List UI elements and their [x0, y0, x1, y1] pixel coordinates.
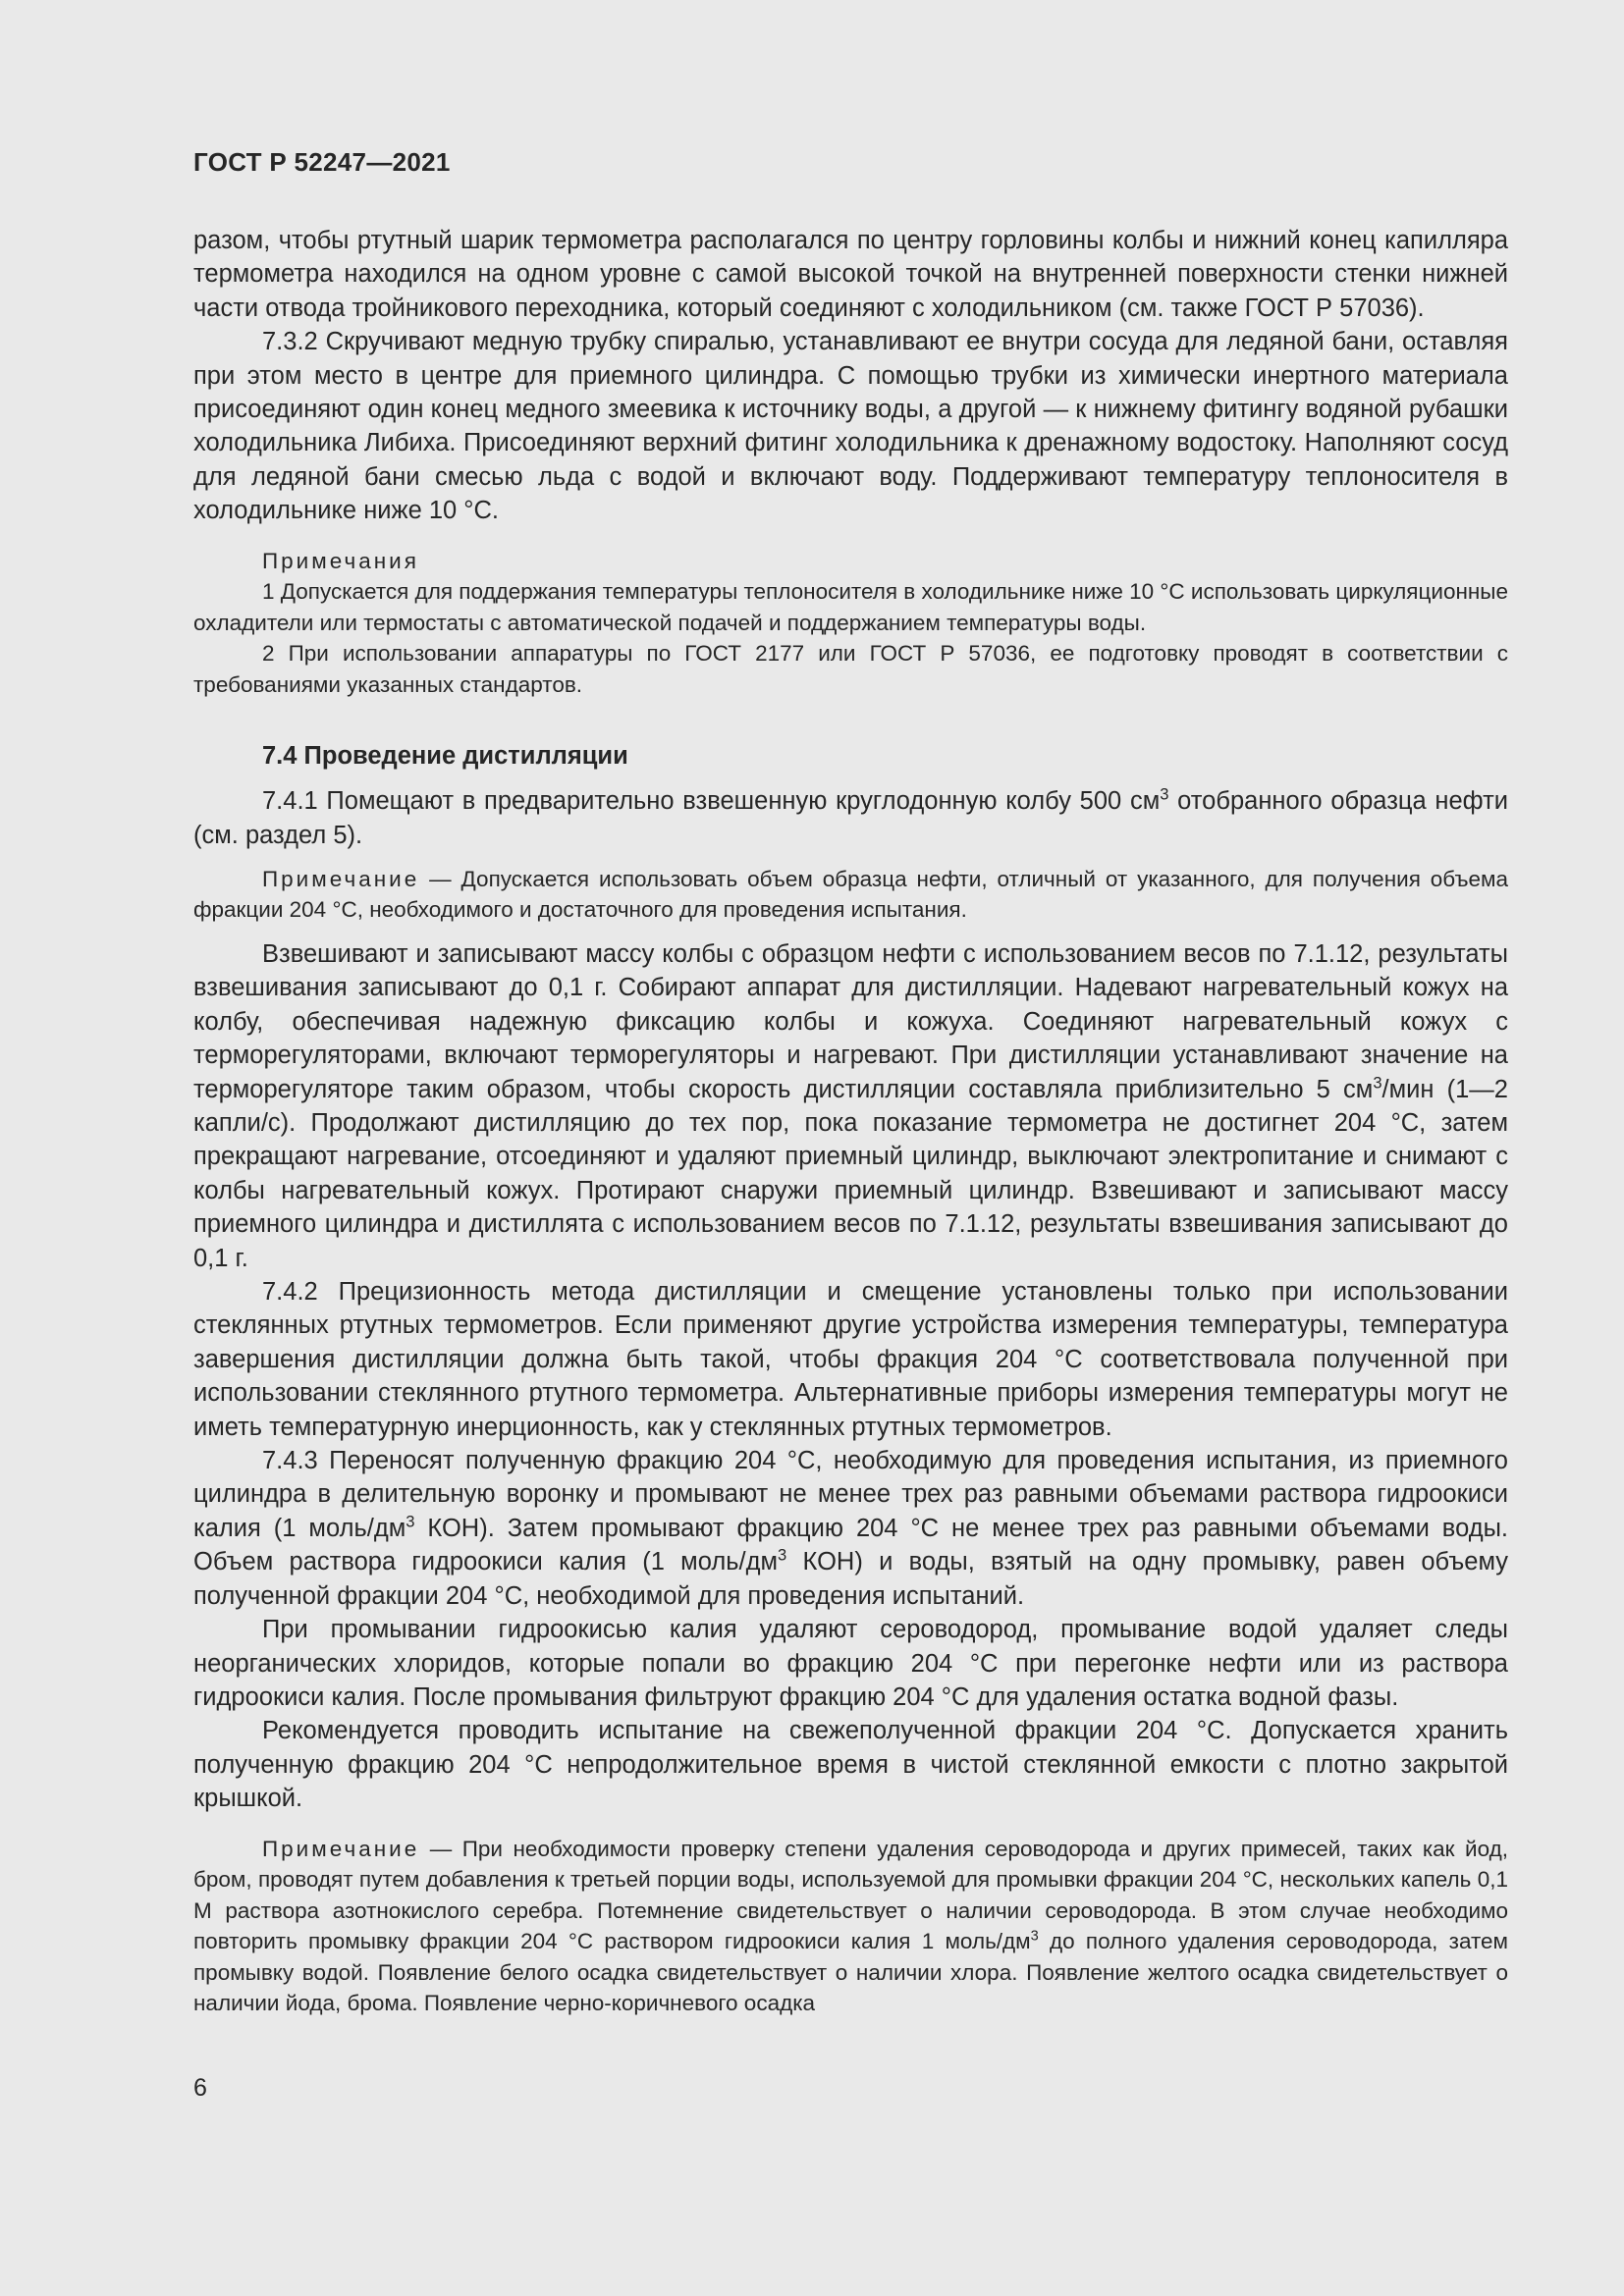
note-2: 2 При использовании аппаратуры по ГОСТ 2177 или ГОСТ Р 57036, ее подготовку проводят в соответствии с требованиями указанных стандартов. — [193, 641, 1508, 697]
section-title-7-4: 7.4 Проведение дистилляции — [262, 742, 628, 771]
page-content — [193, 224, 1508, 2019]
paragraph-weighing: Взвешивают и записывают массу колбы с образцом нефти с использованием весов по 7.1.12, результаты взвешивания записывают до 0,1 г. Собирают аппарат для дистилляции. Надевают нагревательный кожух на колбу, обеспечивая надежную фиксацию колбы и кожуха. Соединяют нагревательный кожух с терморегуляторами, включают терморегуляторы и нагревают. При дистилляции устанавливают значение на терморегуляторе таким образом, чтобы скорость дистилляции составляла приблизительно 5 $см^3$/мин (1—2 капли/с). Продолжают дистилляцию до тех пор, пока показание термометра не достигнет 204 °С, затем прекращают нагревание, отсоединяют и удаляют приемный цилиндр, выключают электропитание и снимают с колбы нагревательный кожух. Протирают снаружи приемный цилиндр. Взвешивают и записывают массу приемного цилиндра и дистиллята с использованием весов по 7.1.12, результаты взвешивания записывают до 0,1 г. — [193, 939, 1508, 1272]
notes-heading: Примечания — [262, 548, 419, 573]
paragraph-7-4-1: 7.4.1 Помещают в предварительно взвешенную круглодонную колбу 500 $см^3$ отобранного образца нефти (см. раздел 5). — [193, 784, 1508, 849]
paragraph-7-3-2: 7.3.2 Скручивают медную трубку спиралью, устанавливают ее внутри сосуда для ледяной бани, оставляя при этом место в центре для приемного цилиндра. С помощью трубки из химически инертного материала присоединяют один конец медного змеевика к источнику воды, а другой — к нижнему фитингу водяной рубашки холодильника Либиха. Присоединяют верхний фитинг холодильника к дренажному водостоку. Наполняют сосуд для ледяной бани смесью льда с водой и включают воду. Поддерживают температуру теплоносителя в холодильнике ниже 10 °С. — [193, 328, 1508, 525]
paragraph-7-4-2: 7.4.2 Прецизионность метода дистилляции и смещение установлены только при использовании стеклянных ртутных термометров. Если применяют другие устройства измерения температуры, температура завершения дистилляции должна быть такой, чтобы фракция 204 °С соответствовала полученной при использовании стеклянного ртутного термометра. Альтернативные приборы измерения температуры могут не иметь температурную инерционность, как у стеклянных ртутных термометров. — [193, 1278, 1508, 1441]
note-sample-volume: Примечание — Допускается использовать объем образца нефти, отличный от указанного, для получения объема фракции 204 °С, необходимого и достаточного для проведения испытания. — [193, 866, 1508, 923]
paragraph-recommendation: Рекомендуется проводить испытание на свежеполученной фракции 204 °С. Допускается хранить полученную фракцию 204 °С непродолжительное время в чистой стеклянной емкости с плотно закрытой крышкой. — [193, 1717, 1508, 1813]
paragraph-washing: При промывании гидроокисью калия удаляют сероводород, промывание водой удаляет следы неорганических хлоридов, которые попали во фракцию 204 °С при перегонке нефти или из раствора гидроокиси калия. После промывания фильтруют фракцию 204 °С для удаления остатка водной фазы. — [193, 1616, 1508, 1711]
paragraph-7-4-3: 7.4.3 Переносят полученную фракцию 204 °С, необходимую для проведения испытания, из приемного цилиндра в делительную воронку и промывают не менее трех раз равными объемами раствора гидроокиси калия (1 моль/$дм^3$ КОН). Затем промывают фракцию 204 °С не менее трех раз равными объемами воды. Объем раствора гидроокиси калия (1 моль/$дм^3$ КОН) и воды, взятый на одну промывку, равен объему полученной фракции 204 °С, необходимой для проведения испытаний. — [193, 1447, 1509, 1610]
paragraph-continuation: разом, чтобы ртутный шарик термометра располагался по центру горловины колбы и нижний конец капилляра термометра находился на одном уровне с самой высокой точкой на внутренней поверхности стенки нижней части отвода тройникового переходника, который соединяют с холодильником (см. также ГОСТ Р 57036). — [193, 227, 1508, 322]
document-header: ГОСТ Р 52247—2021 — [193, 147, 451, 177]
note-1: 1 Допускается для поддержания температуры теплоносителя в холодильнике ниже 10 °С использовать циркуляционные охладители или термостаты с автоматической подачей и поддержанием температуры воды. — [193, 579, 1508, 635]
page-number: 6 — [193, 2074, 207, 2102]
note-impurity-check: Примечание — При необходимости проверку степени удаления сероводорода и других примесей, таких как йод, бром, проводят путем добавления к третьей порции воды, используемой для промывки фракции 204 °С, нескольких капель 0,1 М раствора азотнокислого серебра. Потемнение свидетельствует о наличии сероводорода. В этом случае необходимо повторить промывку фракции 204 °С раствором гидроокиси калия 1 моль/$дм^3$ до полного удаления сероводорода, затем промывку водой. Появление белого осадка свидетельствует о наличии хлора. Появление желтого осадка свидетельствует о наличии йода, брома. Появление черно-коричневого осадка — [193, 1836, 1508, 2016]
